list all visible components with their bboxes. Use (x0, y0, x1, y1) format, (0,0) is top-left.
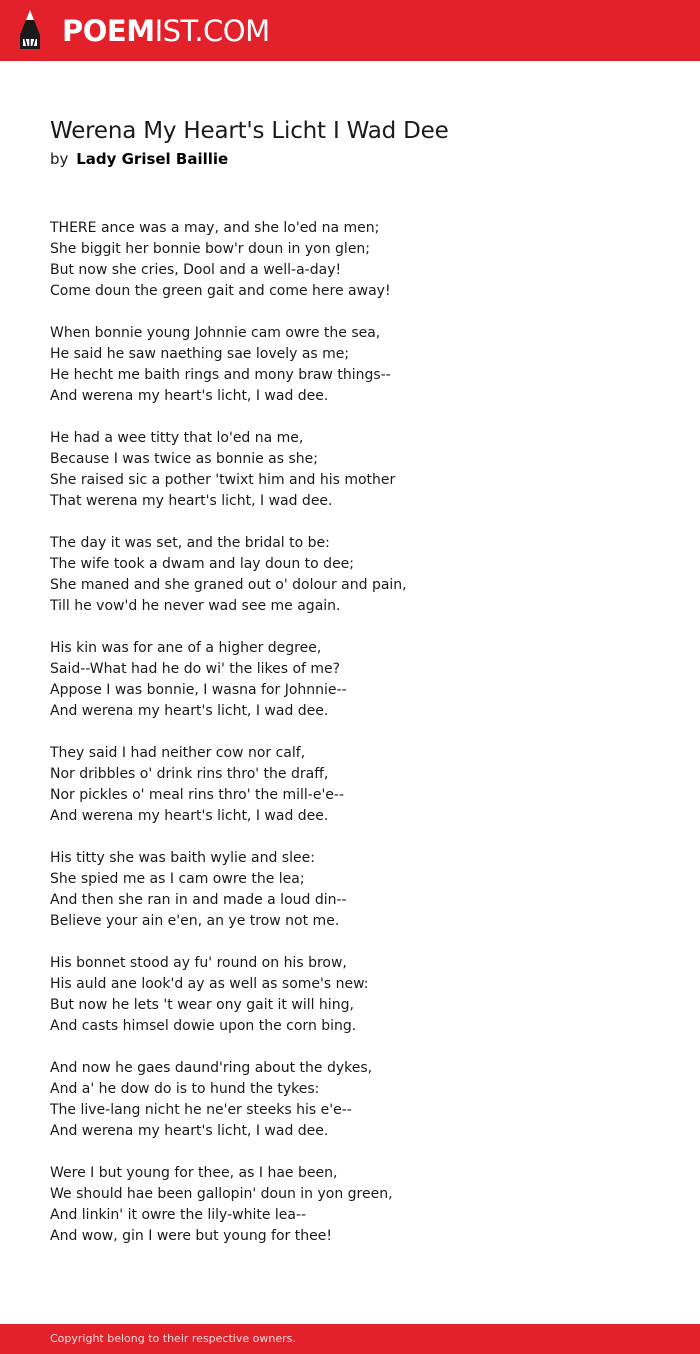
poem-stanza (50, 428, 670, 512)
poem-stanza (50, 1163, 670, 1247)
poem-stanza (50, 218, 670, 302)
poem-line: He said he saw naething sae lovely as me; (50, 346, 350, 362)
poem-line: And casts himsel dowie upon the corn bing. (50, 1018, 357, 1034)
poem-line: And then she ran in and made a loud din-- (50, 892, 347, 908)
poem-line: The day it was set, and the bridal to be: (50, 535, 330, 551)
poem-stanza (50, 638, 670, 722)
poem-line: And werena my heart's licht, I wad dee. (50, 1123, 329, 1139)
poem-line: And werena my heart's licht, I wad dee. (50, 703, 329, 719)
poem-line: She biggit her bonnie bow'r doun in yon glen; (50, 241, 371, 257)
poem-line: Said--What had he do wi' the likes of me? (50, 661, 341, 677)
poem-line: And linkin' it owre the lily-white lea-- (50, 1207, 307, 1223)
poem-line: They said I had neither cow nor calf, (50, 745, 306, 761)
poem-line: His bonnet stood ay fu' round on his brow, (50, 955, 347, 971)
poem-line: THERE ance was a may, and she lo'ed na men; (50, 220, 380, 236)
poem-line: Were I but young for thee, as I hae been, (50, 1165, 338, 1181)
poem-line: His auld ane look'd ay as well as some's new: (50, 976, 369, 992)
poem-line: Till he vow'd he never wad see me again. (50, 598, 341, 614)
poem-line: And werena my heart's licht, I wad dee. (50, 808, 329, 824)
poem-stanza (50, 533, 670, 617)
poem-stanza (50, 743, 670, 827)
poem-line: Believe your ain e'en, an ye trow not me. (50, 913, 340, 929)
poem-stanza (50, 323, 670, 407)
poem-line: When bonnie young Johnnie cam owre the sea, (50, 325, 381, 341)
poem-line: And now he gaes daund'ring about the dykes, (50, 1060, 373, 1076)
poem-body (50, 218, 670, 1268)
byline (50, 148, 228, 170)
poem-line: He had a wee titty that lo'ed na me, (50, 430, 304, 446)
poem-line: And wow, gin I were but young for thee! (50, 1228, 332, 1244)
poem-line: That werena my heart's licht, I wad dee. (50, 493, 333, 509)
poem-line: His kin was for ane of a higher degree, (50, 640, 322, 656)
site-header (0, 0, 700, 61)
poem-line: Come doun the green gait and come here away! (50, 283, 391, 299)
logo-light-text: IST.COM (154, 14, 270, 48)
poem-line: The live-lang nicht he ne'er steeks his e'e-- (50, 1102, 352, 1118)
poem-line: The wife took a dwam and lay doun to dee; (50, 556, 355, 572)
poem-line: Because I was twice as bonnie as she; (50, 451, 318, 467)
poem-line: His titty she was baith wylie and slee: (50, 850, 315, 866)
by-label: by (50, 150, 69, 168)
copyright-notice: Copyright belong to their respective owners. (50, 1332, 296, 1345)
poem-line: Nor pickles o' meal rins thro' the mill-e'e-- (50, 787, 345, 803)
poem-stanza (50, 953, 670, 1037)
site-footer (0, 1324, 700, 1354)
poem-line: Appose I was bonnie, I wasna for Johnnie-- (50, 682, 347, 698)
poem-line: But now she cries, Dool and a well-a-day! (50, 262, 342, 278)
poem-line: And a' he dow do is to hund the tykes: (50, 1081, 320, 1097)
poem-title: Werena My Heart's Licht I Wad Dee (50, 118, 449, 144)
author-name: Lady Grisel Baillie (76, 150, 229, 168)
poem-line: She maned and she graned out o' dolour and pain, (50, 577, 407, 593)
poem-line: And werena my heart's licht, I wad dee. (50, 388, 329, 404)
poem-line: We should hae been gallopin' doun in yon green, (50, 1186, 393, 1202)
logo-bold-text: POEM (62, 14, 155, 48)
poem-line: She raised sic a pother 'twixt him and his mother (50, 472, 396, 488)
poem-stanza (50, 1058, 670, 1142)
pencil-icon[interactable] (17, 9, 43, 51)
poem-stanza (50, 848, 670, 932)
poem-line: He hecht me baith rings and mony braw things-- (50, 367, 391, 383)
poem-line: Nor dribbles o' drink rins thro' the draff, (50, 766, 329, 782)
poem-line: But now he lets 't wear ony gait it will hing, (50, 997, 354, 1013)
poem-line: She spied me as I cam owre the lea; (50, 871, 305, 887)
site-logo[interactable] (62, 9, 270, 53)
